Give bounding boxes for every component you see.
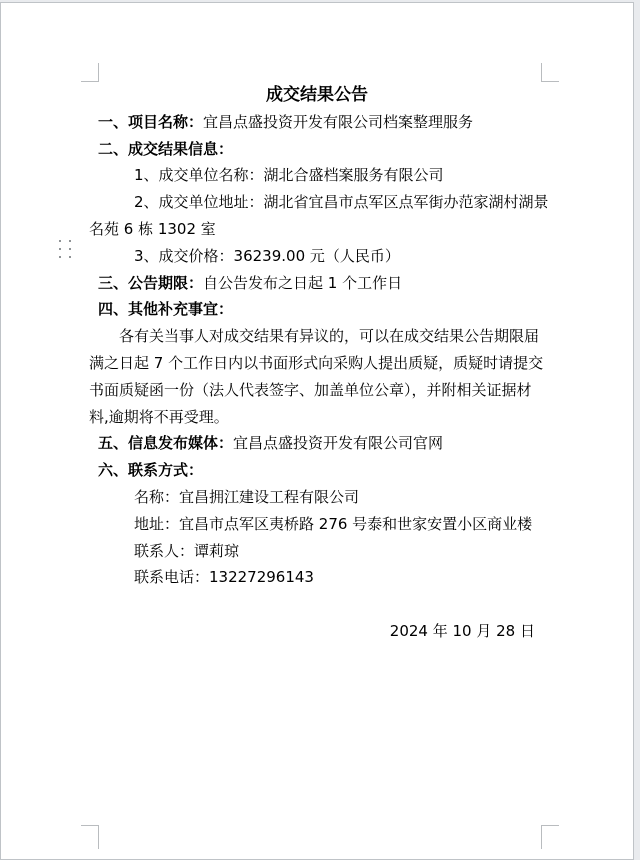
section-1-label: 一、项目名称：: [98, 112, 204, 131]
document-content: [89, 82, 549, 645]
section-3-text: 自公告发布之日起 1 个工作日: [203, 273, 403, 292]
section-2-item-3-price: 3、成交价格：36239.00 元（人民币）: [134, 246, 400, 265]
drag-handle-icon[interactable]: [59, 240, 71, 258]
margin-crop-mark-top-left-icon: [81, 63, 99, 82]
margin-crop-mark-top-right-icon: [541, 63, 559, 82]
section-4-body-line-1: 各有关当事人对成交结果有异议的，可以在成交结果公告期限届: [119, 327, 540, 346]
section-4-heading: 四、其他补充事宜：: [98, 300, 234, 319]
section-3-label: 三、公告期限：: [98, 273, 204, 292]
section-4-body-line-3: 书面质疑函一份（法人代表签字、加盖单位公章），并附相关证据材: [89, 380, 532, 399]
section-2-item-2-winner-address-line-1: 2、成交单位地址：湖北省宜昌市点军区点军街办范家湖村湖景: [134, 193, 549, 212]
margin-crop-mark-bottom-left-icon: [81, 825, 99, 849]
section-1-project-name: [89, 109, 545, 136]
announcement-date: 2024 年 10 月 28 日: [389, 621, 535, 640]
section-2-heading: 二、成交结果信息：: [98, 139, 234, 158]
drag-handle-dot: [59, 240, 61, 242]
drag-handle-dot: [69, 256, 71, 258]
section-5-publish-media: [89, 430, 545, 457]
drag-handle-dot: [59, 256, 61, 258]
contact-company-name: 名称：宜昌拥江建设工程有限公司: [134, 487, 360, 506]
section-4-body-line-4: 料,逾期将不再受理。: [89, 407, 229, 426]
section-2-item-1-winner-name: 1、成交单位名称：湖北合盛档案服务有限公司: [134, 166, 444, 185]
contact-address: 地址：宜昌市点军区夷桥路 276 号泰和世家安置小区商业楼: [134, 514, 533, 533]
section-5-label: 五、信息发布媒体：: [98, 434, 234, 453]
margin-crop-mark-bottom-right-icon: [541, 825, 559, 849]
contact-person: 联系人：谭莉琼: [134, 541, 240, 560]
drag-handle-dot: [69, 248, 71, 250]
document-page[interactable]: [0, 2, 634, 860]
section-3-announcement-period: [89, 270, 545, 297]
drag-handle-dot: [69, 240, 71, 242]
section-6-heading: 六、联系方式：: [98, 461, 204, 480]
section-1-text: 宜昌点盛投资开发有限公司档案整理服务: [203, 112, 474, 131]
section-5-text: 宜昌点盛投资开发有限公司官网: [233, 434, 444, 453]
document-title: 成交结果公告: [266, 85, 368, 105]
section-4-body-line-2: 满之日起 7 个工作日内以书面形式向采购人提出质疑，质疑时请提交: [89, 353, 544, 372]
section-2-item-2-winner-address-line-2: 名苑 6 栋 1302 室: [89, 219, 216, 238]
drag-handle-dot: [59, 248, 61, 250]
contact-phone: 联系电话：13227296143: [134, 568, 314, 587]
